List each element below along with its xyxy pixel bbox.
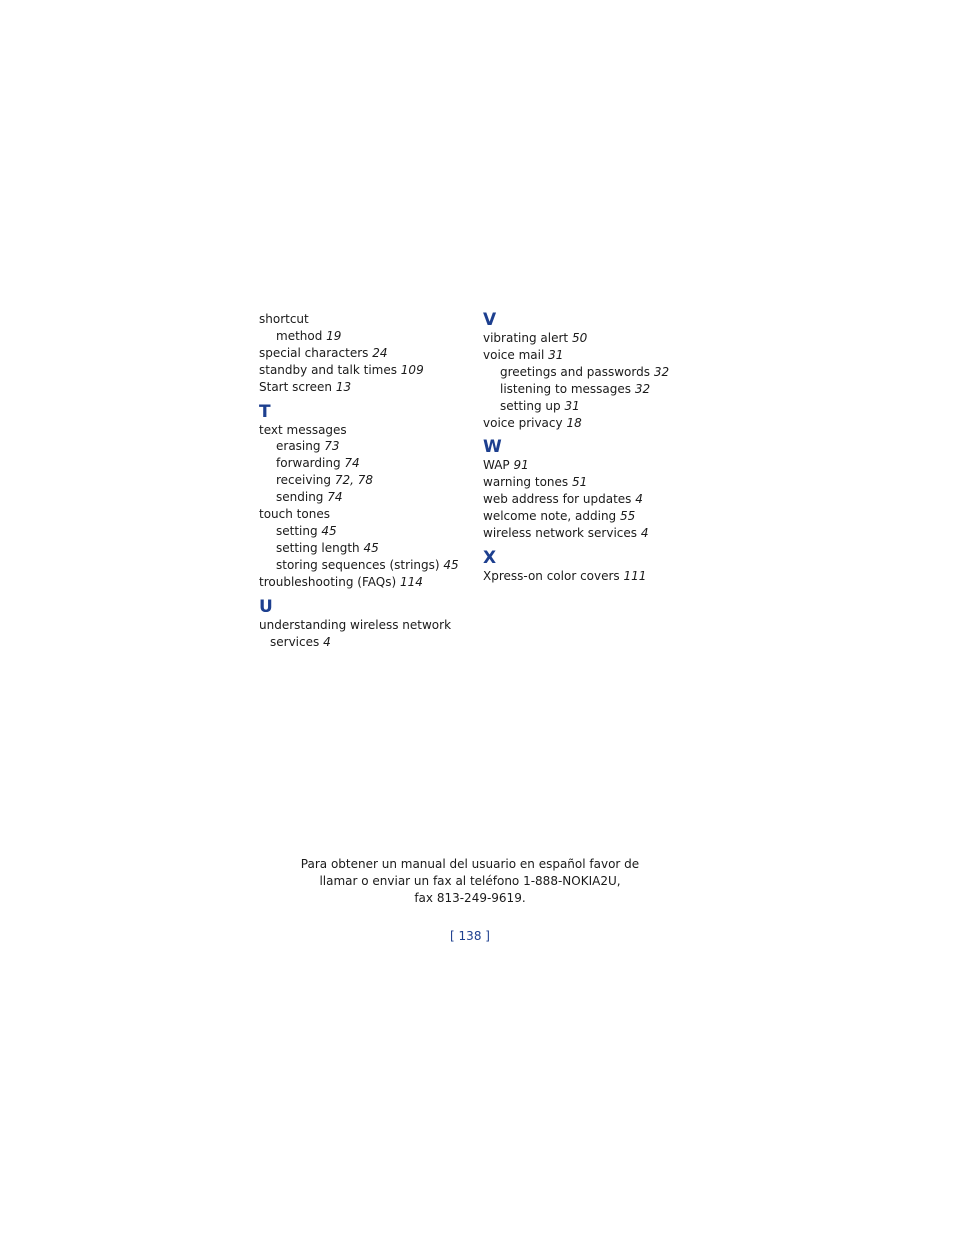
index-term: listening to messages bbox=[500, 381, 635, 396]
index-term: vibrating alert bbox=[483, 331, 572, 345]
footer-line: llamar o enviar un fax al teléfono 1-888-NOKIA2U, bbox=[319, 873, 621, 888]
page-ref: 51 bbox=[571, 475, 588, 490]
page-ref: 72, 78 bbox=[334, 473, 374, 488]
page-ref: 45 bbox=[321, 523, 337, 538]
index-subentry bbox=[259, 540, 469, 557]
index-term: Start screen bbox=[259, 379, 336, 394]
index-subentry bbox=[483, 381, 693, 398]
page-ref: 32 bbox=[634, 381, 651, 396]
section-letter-w: W bbox=[483, 437, 502, 458]
index-column-left bbox=[259, 311, 469, 650]
page-ref: 45 bbox=[363, 540, 379, 555]
page-ref: 4 bbox=[635, 492, 643, 507]
page-ref: 111 bbox=[623, 568, 647, 583]
index-entry bbox=[259, 617, 469, 634]
index-entry bbox=[483, 474, 693, 491]
index-term: storing sequences (strings) bbox=[276, 557, 444, 572]
index-subentry bbox=[259, 455, 469, 472]
index-term: troubleshooting (FAQs) bbox=[259, 574, 400, 589]
page-number: [ 138 ] bbox=[450, 929, 490, 943]
section-letter-x: X bbox=[483, 547, 497, 568]
index-term: WAP bbox=[483, 458, 514, 473]
index-term: erasing bbox=[276, 439, 325, 454]
index-term: Xpress-on color covers bbox=[483, 568, 624, 583]
index-term: setting length bbox=[276, 540, 364, 555]
spanish-manual-note bbox=[260, 856, 680, 907]
page-ref: 24 bbox=[372, 345, 388, 360]
index-entry bbox=[483, 347, 693, 364]
index-term: voice privacy bbox=[483, 415, 567, 430]
index-term: warning tones bbox=[483, 475, 572, 490]
index-entry bbox=[483, 525, 693, 542]
page-ref: 55 bbox=[619, 509, 636, 524]
index-term: standby and talk times bbox=[259, 362, 401, 377]
index-entry-continuation bbox=[259, 634, 469, 651]
index-entry bbox=[483, 568, 693, 585]
index-entry bbox=[259, 345, 469, 362]
index-subentry bbox=[259, 328, 469, 345]
index-term: text messages bbox=[259, 422, 347, 437]
section-letter-t: T bbox=[259, 401, 271, 422]
index-term: wireless network services bbox=[483, 526, 641, 541]
page-ref: 74 bbox=[344, 456, 360, 471]
index-entry bbox=[259, 574, 469, 591]
page-ref: 13 bbox=[335, 379, 352, 394]
section-letter-v: V bbox=[483, 310, 497, 330]
index-term: shortcut bbox=[259, 312, 309, 326]
page-ref: 4 bbox=[323, 634, 331, 649]
index-term: forwarding bbox=[276, 456, 345, 471]
page-ref: 45 bbox=[443, 557, 459, 572]
section-letter-u: U bbox=[259, 596, 273, 617]
index-subentry bbox=[483, 364, 693, 381]
index-term: sending bbox=[276, 490, 328, 505]
index-entry bbox=[483, 415, 693, 432]
index-entry bbox=[483, 491, 693, 508]
page-ref: 4 bbox=[640, 526, 649, 541]
index-term: greetings and passwords bbox=[500, 364, 654, 379]
index-term: welcome note, adding bbox=[483, 509, 620, 524]
index-entry bbox=[259, 506, 469, 523]
page-ref: 91 bbox=[513, 458, 529, 473]
index-term: receiving bbox=[276, 473, 335, 488]
index-subentry bbox=[259, 438, 469, 455]
page-ref: 114 bbox=[399, 574, 423, 589]
page-ref: 31 bbox=[548, 347, 564, 362]
page-ref: 109 bbox=[400, 362, 424, 377]
index-term: web address for updates bbox=[483, 492, 636, 507]
footer-line: fax 813-249-9619. bbox=[414, 890, 526, 905]
index-subentry bbox=[483, 398, 693, 415]
index-term: understanding wireless network bbox=[259, 617, 452, 632]
index-term: special characters bbox=[259, 345, 373, 360]
index-term: services bbox=[270, 634, 324, 649]
page-ref: 19 bbox=[326, 328, 342, 343]
page-ref: 73 bbox=[324, 439, 340, 454]
index-entry bbox=[259, 379, 469, 396]
index-term: touch tones bbox=[259, 507, 330, 522]
index-entry bbox=[483, 330, 693, 347]
index-column-right bbox=[483, 311, 693, 585]
index-entry bbox=[259, 311, 469, 328]
page-ref: 32 bbox=[653, 364, 670, 379]
index-term: method bbox=[276, 328, 327, 343]
page-ref: 31 bbox=[564, 398, 580, 413]
page-ref: 18 bbox=[566, 415, 582, 430]
page-ref: 50 bbox=[571, 331, 588, 345]
index-entry bbox=[483, 508, 693, 525]
index-subentry bbox=[259, 472, 469, 489]
index-subentry bbox=[259, 557, 469, 574]
index-entry bbox=[259, 362, 469, 379]
page-ref: 74 bbox=[327, 490, 343, 505]
index-subentry bbox=[259, 523, 469, 540]
index-entry bbox=[259, 422, 469, 439]
index-term: voice mail bbox=[483, 347, 549, 362]
index-entry bbox=[483, 457, 693, 474]
index-subentry bbox=[259, 489, 469, 506]
footer-line: Para obtener un manual del usuario en español favor de bbox=[300, 857, 640, 871]
index-term: setting bbox=[276, 523, 322, 538]
index-term: setting up bbox=[500, 398, 565, 413]
